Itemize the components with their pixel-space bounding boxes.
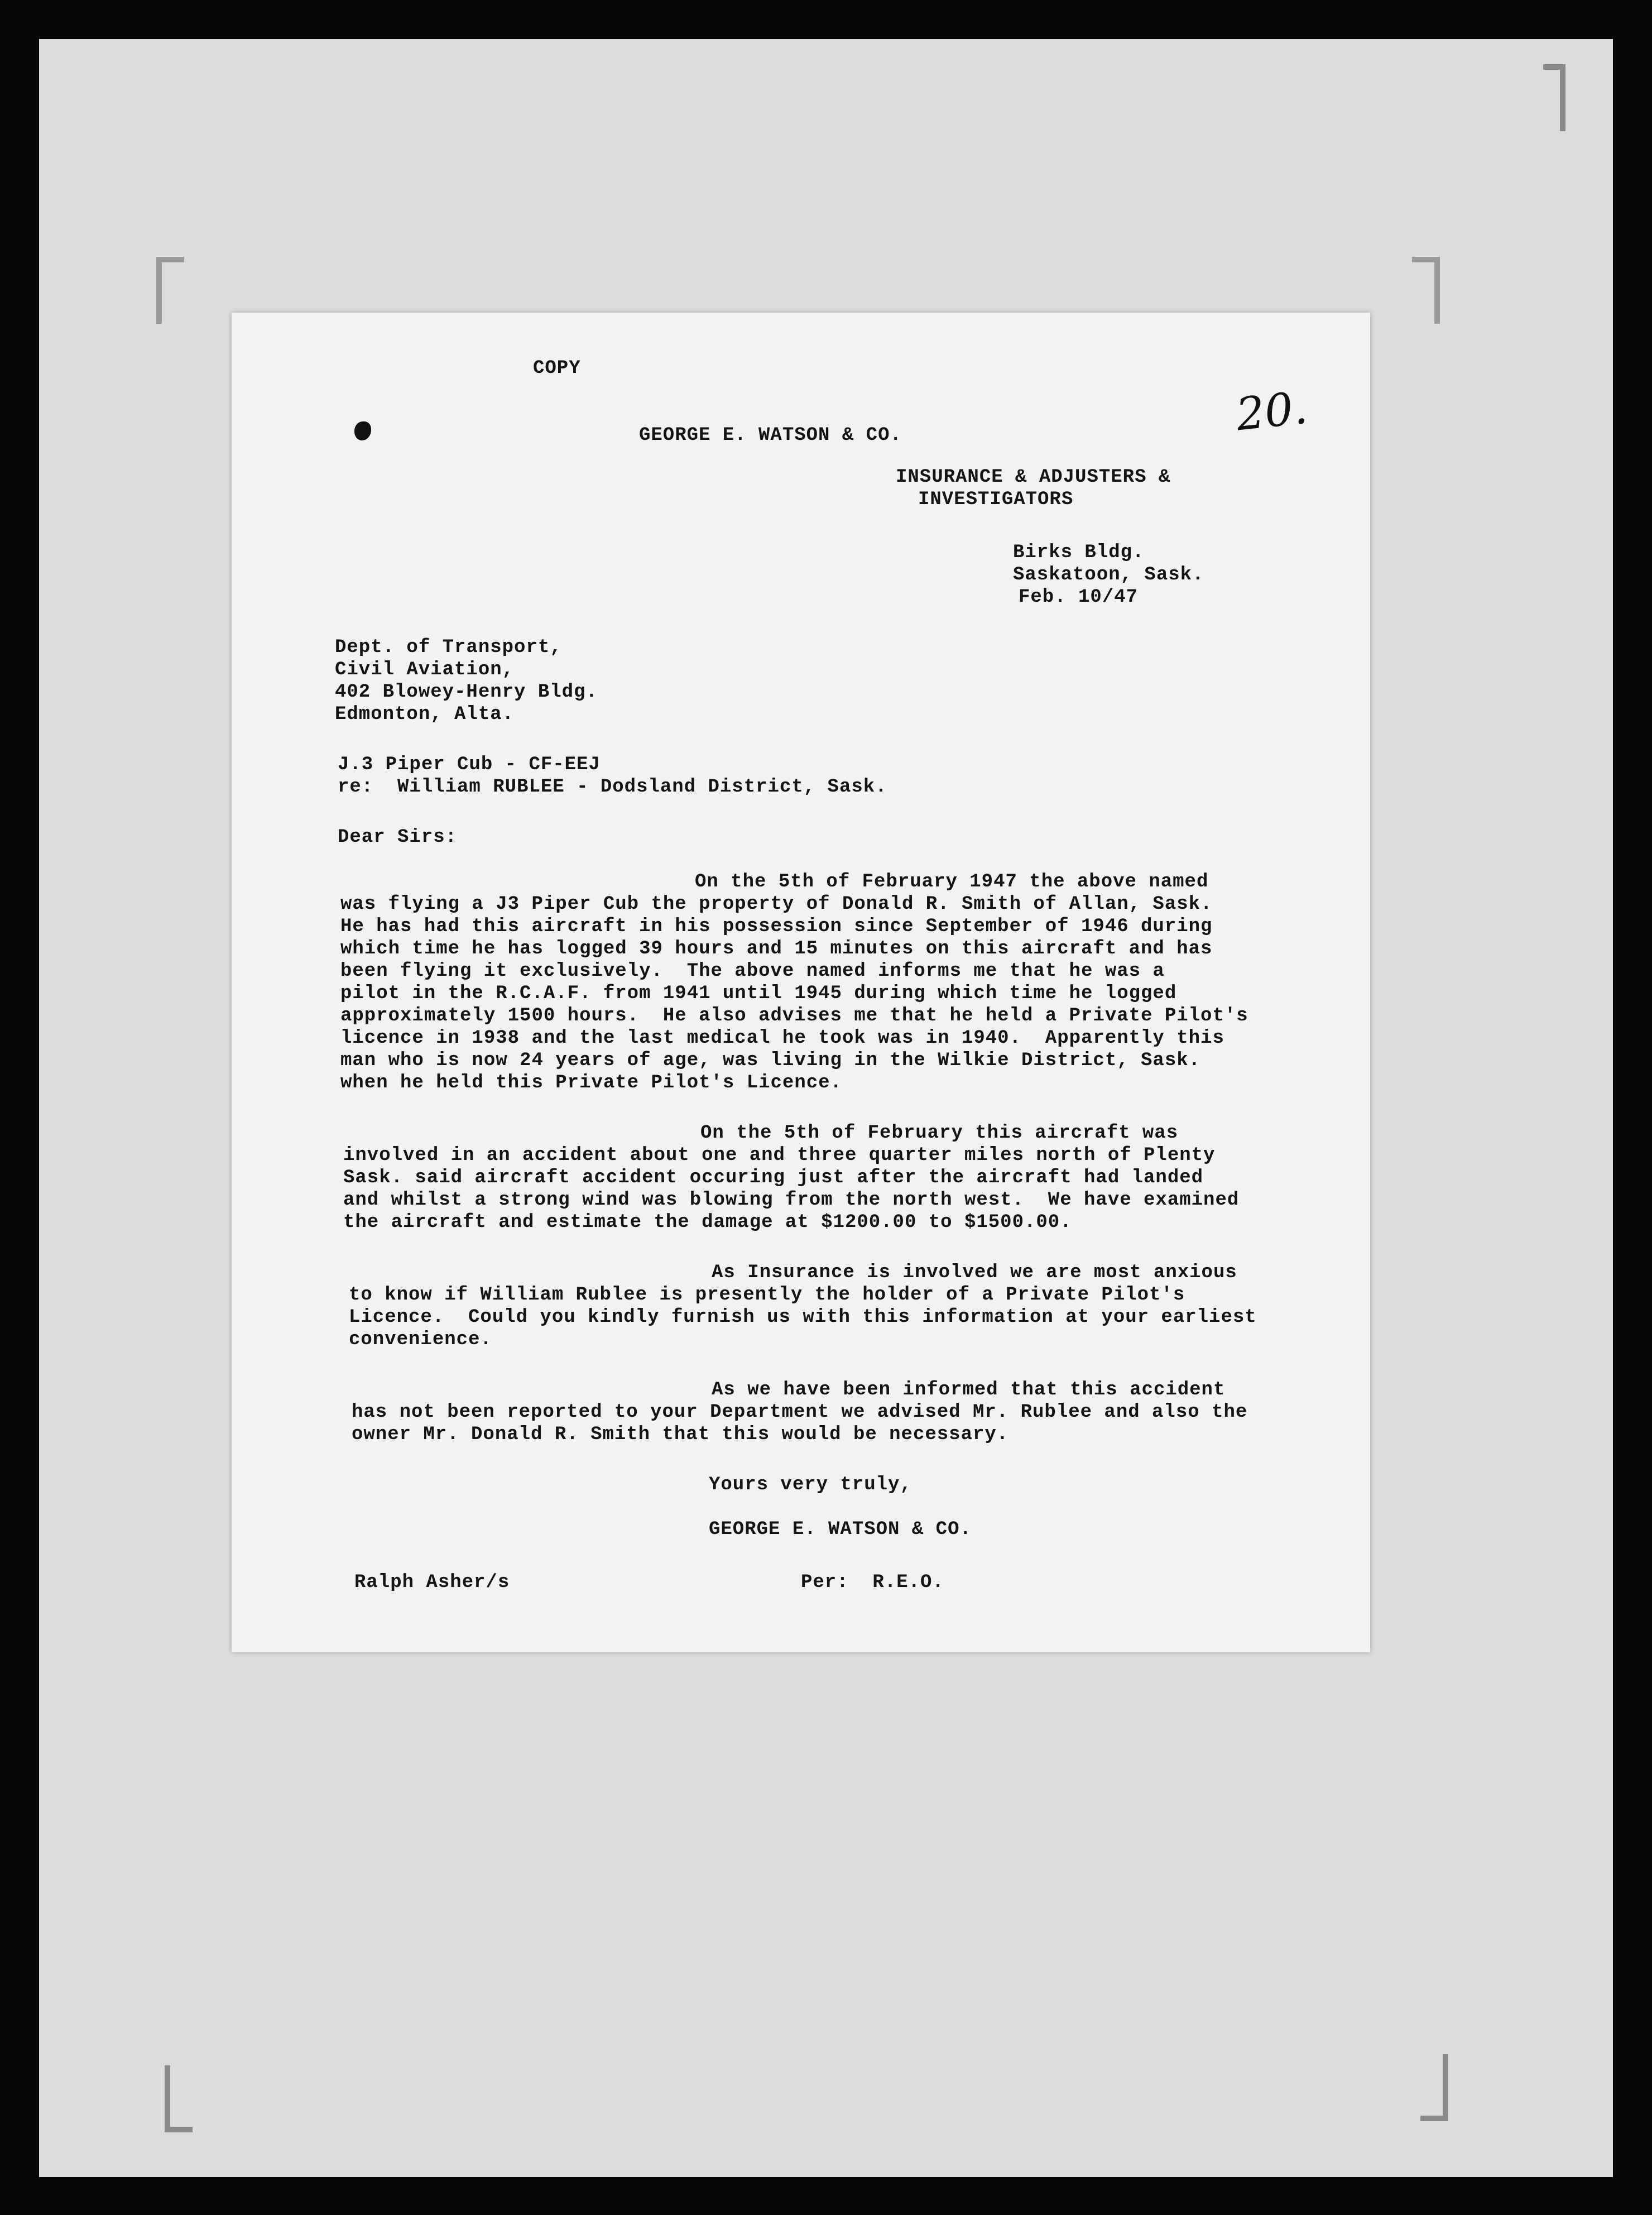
ink-blot [354, 421, 371, 440]
crop-mark-top-right [1412, 257, 1440, 324]
crop-mark-top-left [156, 257, 184, 324]
recipient-line: Edmonton, Alta. [335, 704, 515, 725]
crop-mark-bottom-left [165, 2065, 193, 2132]
recipient-line: 402 Blowey-Henry Bldg. [335, 682, 598, 703]
letterhead-company: GEORGE E. WATSON & CO. [639, 425, 902, 446]
per-line: Per: R.E.O. [801, 1572, 944, 1593]
copy-mark: COPY [533, 358, 581, 379]
paragraph-1-line: man who is now 24 years of age, was living in the Wilkie District, Sask. [340, 1050, 1201, 1071]
closing: Yours very truly, [709, 1474, 912, 1495]
paragraph-1-line: was flying a J3 Piper Cub the property of Donald R. Smith of Allan, Sask. [340, 894, 1213, 915]
paragraph-3-line: convenience. [349, 1329, 492, 1350]
paragraph-3-line: to know if William Rublee is presently the holder of a Private Pilot's [349, 1284, 1185, 1306]
letterhead-type-1: INSURANCE & ADJUSTERS & [896, 467, 1171, 488]
paragraph-1-line: pilot in the R.C.A.F. from 1941 until 1945 during which time he logged [340, 983, 1177, 1004]
crop-mark-corner [1543, 64, 1565, 131]
paragraph-2-line: Sask. said aircraft accident occuring just after the aircraft had landed [343, 1167, 1204, 1188]
recipient-line: Dept. of Transport, [335, 637, 562, 658]
address-line-2: Saskatoon, Sask. [1013, 564, 1204, 586]
paragraph-1-line: been flying it exclusively. The above named informs me that he was a [340, 961, 1165, 982]
letterhead-type-2: INVESTIGATORS [918, 489, 1074, 510]
paragraph-2-line: the aircraft and estimate the damage at $1200.00 to $1500.00. [343, 1212, 1072, 1233]
address-line-1: Birks Bldg. [1013, 542, 1145, 563]
paragraph-1-line: He has had this aircraft in his possession since September of 1946 during [340, 916, 1213, 937]
paragraph-3-line: Licence. Could you kindly furnish us with this information at your earliest [349, 1307, 1257, 1328]
cc-line: Ralph Asher/s [354, 1572, 510, 1593]
paragraph-4-line: As we have been informed that this accident [712, 1379, 1226, 1401]
paragraph-2-line: involved in an accident about one and three quarter miles north of Plenty [343, 1145, 1216, 1166]
paragraph-1-line: which time he has logged 39 hours and 15 minutes on this aircraft and has [340, 938, 1213, 960]
subject-line-2: re: William RUBLEE - Dodsland District, Sask. [338, 776, 887, 798]
paragraph-1-line: approximately 1500 hours. He also advises me that he held a Private Pilot's [340, 1005, 1248, 1027]
paragraph-4-line: has not been reported to your Department we advised Mr. Rublee and also the [352, 1402, 1248, 1423]
crop-mark-bottom-right [1420, 2054, 1448, 2121]
page-number: 20. [1233, 381, 1310, 441]
letter-date: Feb. 10/47 [1019, 587, 1139, 608]
subject-line-1: J.3 Piper Cub - CF-EEJ [338, 754, 601, 775]
paragraph-4-line: owner Mr. Donald R. Smith that this would be necessary. [352, 1424, 1009, 1445]
paragraph-3-line: As Insurance is involved we are most anxious [712, 1262, 1237, 1283]
paragraph-2-line: and whilst a strong wind was blowing from the north west. We have examined [343, 1190, 1240, 1211]
recipient-line: Civil Aviation, [335, 659, 515, 680]
paragraph-1-line: On the 5th of February 1947 the above named [695, 871, 1209, 893]
paragraph-1-line: licence in 1938 and the last medical he took was in 1940. Apparently this [340, 1028, 1224, 1049]
paragraph-1-line: when he held this Private Pilot's Licence. [340, 1072, 842, 1094]
salutation: Dear Sirs: [338, 827, 458, 848]
closing-company: GEORGE E. WATSON & CO. [709, 1519, 972, 1540]
paragraph-2-line: On the 5th of February this aircraft was [700, 1123, 1179, 1144]
letter-page [232, 313, 1370, 1652]
